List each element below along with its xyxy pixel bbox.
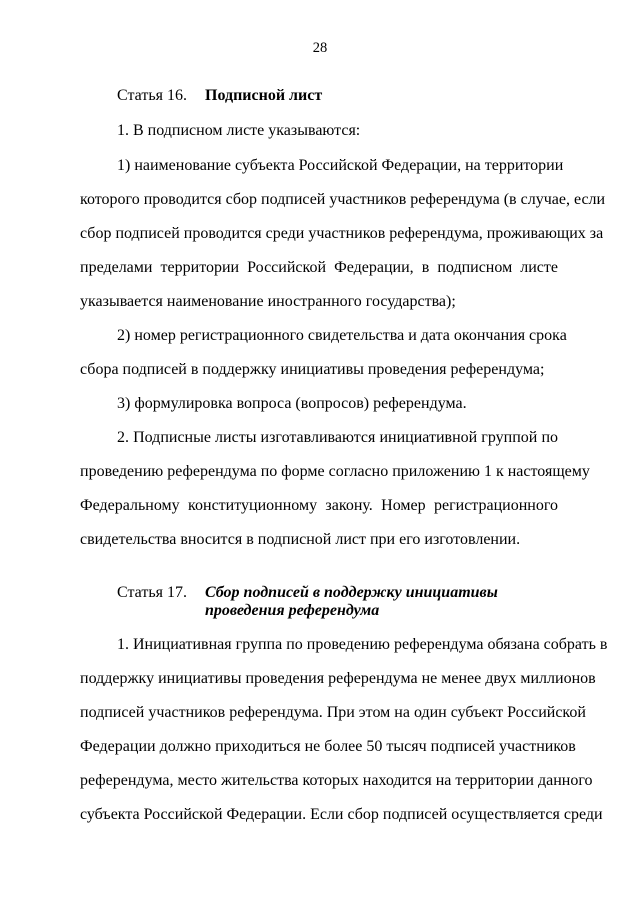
paragraph-line: субъекта Российской Федерации. Если сбор подписей осуществляется среди [80,806,603,823]
paragraph-line: указывается наименование иностранного государства); [80,293,456,310]
article-16-label: Статья 16. [117,87,187,104]
paragraph-line: проведению референдума по форме согласно приложению 1 к настоящему [80,463,590,480]
paragraph-line: сбора подписей в поддержку инициативы проведения референдума; [80,361,545,378]
paragraph-line: референдума, место жительства которых находится на территории данного [80,772,593,789]
article-17-title-line-2: проведения референдума [205,602,380,619]
article-17-label: Статья 17. [117,584,187,601]
paragraph-line: 1. В подписном листе указываются: [117,122,361,139]
paragraph-line: 2) номер регистрационного свидетельства и дата окончания срока [117,327,567,344]
paragraph-line: Федерации должно приходиться не более 50 тысяч подписей участников [80,738,576,755]
paragraph-line: пределами территории Российской Федерации, в подписном листе [80,259,558,276]
paragraph-line: свидетельства вносится в подписной лист при его изготовлении. [80,531,521,548]
paragraph-line: 1. Инициативная группа по проведению референдума обязана собрать в [117,636,608,653]
article-17-title-line-1: Сбор подписей в поддержку инициативы [205,584,498,601]
paragraph-line: 1) наименование субъекта Российской Федерации, на территории [117,157,564,174]
article-16-title: Подписной лист [205,87,323,104]
paragraph-line: 3) формулировка вопроса (вопросов) референдума. [117,395,467,412]
paragraph-line: сбор подписей проводится среди участников референдума, проживающих за [80,225,604,242]
paragraph-line: Федеральному конституционному закону. Номер регистрационного [80,497,558,514]
page-number: 28 [312,40,328,56]
paragraph-line: поддержку инициативы проведения референдума не менее двух миллионов [80,670,596,687]
paragraph-line: 2. Подписные листы изготавливаются инициативной группой по [117,429,558,446]
paragraph-line: подписей участников референдума. При этом на один субъект Российской [80,704,586,721]
paragraph-line: которого проводится сбор подписей участников референдума (в случае, если [80,191,606,208]
